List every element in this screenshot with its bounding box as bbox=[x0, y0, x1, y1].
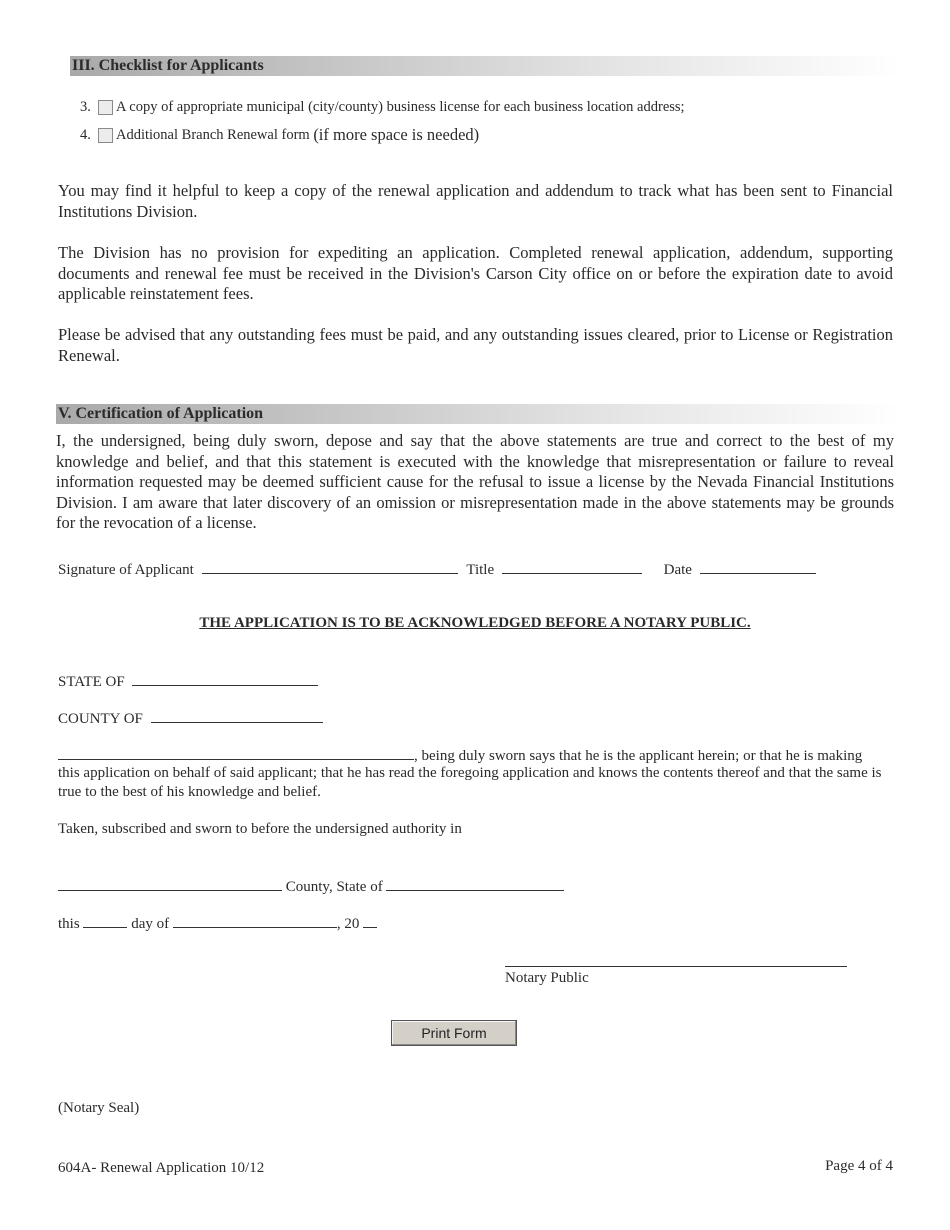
county-field[interactable] bbox=[151, 708, 323, 723]
state-row bbox=[58, 671, 318, 691]
item-suffix: (if more space is needed) bbox=[313, 125, 480, 144]
county-row bbox=[58, 708, 323, 728]
signature-row bbox=[58, 559, 816, 579]
sworn-first-line bbox=[58, 745, 862, 765]
certification-text: I, the undersigned, being duly sworn, depose and say that the above statements are true and correct to the best of my knowledge and belief, and that this statement is executed with the knowledge that misrepresentation or failure to reveal information requested may be deemed sufficient cause for the refusal to issue a license by the Nevada Financial Institutions Division. I am aware that later discovery of an omission or misrepresentation made in the above statements may be grounds for the revocation of a license. bbox=[56, 431, 894, 532]
section-header-checklist bbox=[70, 56, 902, 76]
checklist-checkbox-4[interactable] bbox=[98, 128, 113, 143]
notary-signature-line[interactable] bbox=[505, 966, 847, 967]
notary-heading: THE APPLICATION IS TO BE ACKNOWLEDGED BEFORE A NOTARY PUBLIC. bbox=[199, 615, 751, 631]
signature-label: Signature of Applicant bbox=[58, 562, 194, 578]
affiant-name-field[interactable] bbox=[58, 745, 414, 760]
sworn-state-field[interactable] bbox=[386, 876, 564, 891]
county-state-label: County, State of bbox=[285, 879, 383, 895]
checklist-item-3 bbox=[80, 98, 685, 116]
footer-form-id: 604A- Renewal Application 10/12 bbox=[58, 1160, 265, 1176]
sworn-text-rest: this application on behalf of said applicant; that he has read the foregoing application and knows the contents thereof and that the same is true to the best of his knowledge and belief. bbox=[58, 765, 882, 800]
print-form-button[interactable]: Print Form bbox=[391, 1020, 517, 1046]
year-field[interactable] bbox=[363, 913, 377, 928]
sworn-county-field[interactable] bbox=[58, 876, 282, 891]
day-field[interactable] bbox=[83, 913, 127, 928]
day-of-label: day of bbox=[131, 916, 170, 932]
section-header-certification bbox=[56, 404, 902, 424]
title-label: Title bbox=[466, 562, 495, 578]
item-number: 3. bbox=[80, 99, 91, 115]
state-label: STATE OF bbox=[58, 674, 125, 690]
item-text: Additional Branch Renewal form bbox=[116, 127, 310, 143]
sworn-text-first: , being duly sworn says that he is the applicant herein; or that he is making bbox=[414, 748, 863, 764]
info-paragraph-fees: Please be advised that any outstanding fees must be paid, and any outstanding issues cleared, prior to License or Registration Renewal. bbox=[58, 325, 893, 365]
item-number: 4. bbox=[80, 127, 91, 143]
notary-public-label: Notary Public bbox=[505, 970, 589, 986]
county-label: COUNTY OF bbox=[58, 711, 143, 727]
section-title: III. Checklist for Applicants bbox=[72, 57, 264, 74]
month-field[interactable] bbox=[173, 913, 337, 928]
checklist-checkbox-3[interactable] bbox=[98, 100, 113, 115]
section-title: V. Certification of Application bbox=[58, 405, 264, 422]
notary-seal-label: (Notary Seal) bbox=[58, 1100, 140, 1116]
info-paragraph-expedite: The Division has no provision for expediting an application. Completed renewal application, addendum, supporting documents and renewal fee must be received in the Division's Carson City office on or before the expiration date to avoid applicable reinstatement fees. bbox=[58, 243, 893, 303]
date-field[interactable] bbox=[700, 559, 816, 574]
checklist-item-4 bbox=[80, 126, 479, 144]
state-field[interactable] bbox=[132, 671, 318, 686]
date-sworn-row bbox=[58, 913, 377, 933]
footer-page-number: Page 4 of 4 bbox=[825, 1158, 893, 1174]
taken-text: Taken, subscribed and sworn to before the undersigned authority in bbox=[58, 821, 462, 837]
signature-field[interactable] bbox=[202, 559, 458, 574]
title-field[interactable] bbox=[502, 559, 642, 574]
item-text: A copy of appropriate municipal (city/county) business license for each business location address; bbox=[116, 99, 685, 115]
date-label: Date bbox=[663, 562, 692, 578]
info-paragraph-copy: You may find it helpful to keep a copy of the renewal application and addendum to track what has been sent to Financial Institutions Division. bbox=[58, 181, 893, 221]
this-label: this bbox=[58, 916, 80, 932]
year-prefix: , 20 bbox=[336, 916, 360, 932]
county-state-row bbox=[58, 876, 564, 896]
